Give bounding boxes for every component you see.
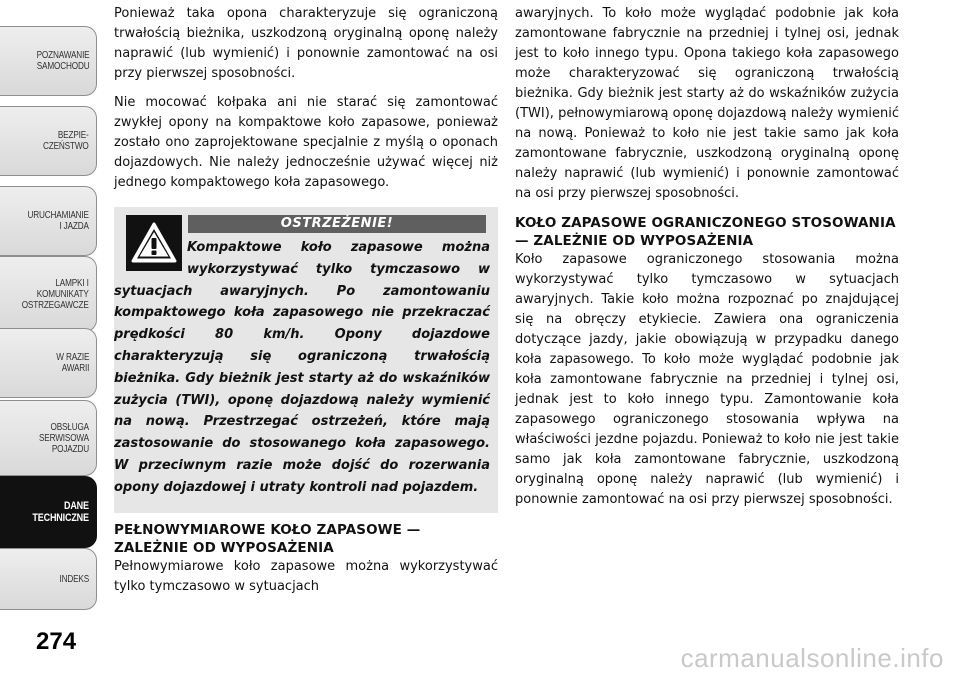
warning-text-block [114, 237, 490, 499]
warning-title: OSTRZEŻENIE! [188, 215, 486, 233]
tab-label: POZNAWANIE SAMOCHODU [36, 50, 89, 72]
warning-text: Kompaktowe koło zapasowe można wykorzystywać tylko tymczasowo w sytuacjach awaryjnych. Po zamontowaniu kompaktowego koła zapasowego nie przekraczać prędkości 80 km/h. Opony dojazdowe charakteryzują się ograniczoną trwałością bieżnika. Gdy bieżnik jest starty aż do wskaźników zużycia (TWI), oponę dojazdową należy wymienić na nową. Przestrzegać ostrzeżeń, które mają zastosowanie do stosowanego koła zapasowego. W przeciwnym razie może dojść do rozerwania opony dojazdowej i utraty kontroli nad pojazdem. [114, 240, 490, 495]
section-heading: KOŁO ZAPASOWE OGRANICZONEGO STOSOWANIA — ZALEŻNIE OD WYPOSAŻENIA [515, 215, 896, 249]
right-column [515, 4, 899, 516]
tab-bezpieczenstwo[interactable] [0, 106, 97, 176]
tab-lampki-i-komunikaty[interactable] [0, 256, 97, 332]
left-column [114, 4, 498, 606]
section-heading: PEŁNOWYMIAROWE KOŁO ZAPASOWE — ZALEŻNIE OD WYPOSAŻENIA [114, 522, 421, 556]
warning-box [114, 207, 498, 513]
tab-indeks[interactable] [0, 548, 97, 610]
tab-label: BEZPIE- CZEŃSTWO [43, 130, 89, 152]
tab-label: W RAZIE AWARII [55, 352, 89, 374]
tab-label: LAMPKI I KOMUNIKATY OSTRZEGAWCZE [22, 277, 89, 311]
chapter-sidebar [0, 0, 97, 678]
tab-uruchamianie-i-jazda[interactable] [0, 186, 97, 256]
tab-dane-techniczne[interactable] [0, 476, 97, 548]
tab-obsluga-serwisowa[interactable] [0, 400, 97, 476]
paragraph: Nie mocować kołpaka ani nie starać się zamontować zwykłej opony na kompaktowe koło zapasowe, ponieważ zostało ono zaprojektowane specjalnie z myślą o oponach dojazdowych. Nie należy jednocześnie używać więcej niż jednego kompaktowego koła zapasowego. [114, 95, 498, 190]
watermark: carmanualsonline.info [680, 643, 944, 673]
paragraph: Pełnowymiarowe koło zapasowe można wykorzystywać tylko tymczasowo w sytuacjach [114, 559, 498, 594]
tab-label: OBSŁUGA SERWISOWA POJAZDU [38, 421, 89, 455]
paragraph: awaryjnych. To koło może wyglądać podobnie jak koła zamontowane fabrycznie na przedniej i tylnej osi, jednak jest to koło innego typu. Opona takiego koła zapasowego może charakteryzować się ograniczoną trwałością bieżnika. Gdy bieżnik jest starty aż do wskaźników zużycia (TWI), pełnowymiarową oponę dojazdową należy wymienić na nową. Ponieważ to koło nie jest takie samo jak koła zamontowane fabrycznie, uszkodzoną oryginalną oponę należy naprawić (lub wymienić) i ponownie zamontować na osi przy pierwszej sposobności. [515, 6, 899, 201]
paragraph: Ponieważ taka opona charakteryzuje się ograniczoną trwałością bieżnika, uszkodzoną oryginalną oponę należy naprawić (lub wymienić) i ponownie zamontować na osi przy pierwszej sposobności. [114, 6, 498, 81]
tab-poznawanie-samochodu[interactable] [0, 26, 97, 96]
paragraph: Koło zapasowe ograniczonego stosowania można wykorzystywać tylko tymczasowo w sytuacjach awaryjnych. Takie koło można rozpoznać po znajdującej się na obręczy etykiecie. Zawiera ona ograniczenia dotyczące jazdy, jakie obowiązują w przypadku danego koła zapasowego. To koło może wyglądać podobnie jak koła zamontowane fabrycznie na przedniej i tylnej osi, jednak jest to koło innego typu. Zamontowanie koła zapasowego ograniczonego stosowania wpływa na właściwości jezdne pojazdu. Ponieważ to koło nie jest takie samo jak koła zamontowane fabrycznie, uszkodzoną oryginalną oponę należy naprawić (lub wymienić) i ponownie zamontować na osi przy pierwszej sposobności. [515, 252, 899, 507]
tab-label: URUCHAMIANIE I JAZDA [27, 210, 89, 232]
page-number: 274 [36, 628, 77, 655]
tab-label: DANE TECHNICZNE [32, 500, 89, 524]
tab-label: INDEKS [59, 573, 89, 585]
tab-w-razie-awarii[interactable] [0, 328, 97, 398]
